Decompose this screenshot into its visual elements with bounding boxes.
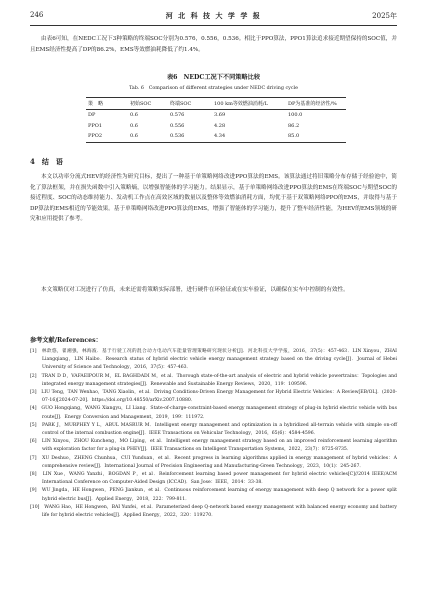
table-header-cell: 100 km等效燃油消耗/L <box>212 98 286 110</box>
table-header-cell: DP为基准的经济性/% <box>286 98 346 110</box>
table-row <box>86 121 346 132</box>
table-cell: 0.576 <box>170 112 185 119</box>
table-cell: DP <box>88 112 96 119</box>
table-header-cell: 策 略 <box>86 98 128 110</box>
table-cell: 86.2 <box>288 122 300 129</box>
table-header-row <box>86 98 346 110</box>
section-heading: 4 结 语 <box>30 157 63 166</box>
table-row <box>86 131 346 142</box>
table-caption-en: Tab. 6 Comparison of different strategies under NEDC driving cycle <box>129 86 298 91</box>
table-cell: 0.556 <box>170 122 185 129</box>
references-heading: 参考文献/References： <box>30 337 102 344</box>
running-header <box>30 11 397 26</box>
reference-item: [3] LIU Teng，TAN Wenhao，TANG Xiaolin，et al．Driving Conditions-Driven Energy Management for Hybrid Electric Vehicles：A Review[EB/OL]．(2020-07-16)[2024-07-20]．https://doi.org/10.48550/arXiv.2007.10880． <box>30 390 397 404</box>
table-cell: 3.69 <box>214 112 226 119</box>
reference-item: [7] XU Deshuo，ZHENG Chunhua，CUI Yunduan，et al．Recent progress in learning algorithms applied in energy management of hybrid vehicles：A comprehensive review[J]．International Journal of Precision Engineering and Manufacturing-Green Technology，2023，10(1)：245-267． <box>30 455 397 469</box>
table-cell: 0.6 <box>128 131 168 142</box>
table-header-cell: 初始SOC <box>128 98 168 110</box>
paper-page <box>30 0 397 603</box>
future-work-paragraph: 本文策略仅对工况进行了仿真，未来还需将策略实际部署，进行硬件在环验证或在实车验证，以确保在实车中控制的有效性。 <box>41 287 349 293</box>
reference-item: [8] LIN Xue，WANG Yanzhi，BOGDAN P，et al．Reinforcement learning based power management for hybrid electric vehicles[C]//2014 IEEE/ACM International Conference on Computer-Aided Design (ICCAD)．San Jose：IEEE，2014：33-38． <box>30 472 397 486</box>
table-cell: 4.34 <box>212 131 286 142</box>
journal-title: 河 北 科 技 大 学 学 报 <box>165 11 262 20</box>
reference-item: [5] PARK J，MURPHEY Y L，ABUL MASRUR M．Intelligent energy management and optimization in a hybridized all-terrain vehicle with simple on-off control of the internal combustion engine[J]．IEEE Transactions on Vehicular Technology，2016，65(6)：4584-4596． <box>30 422 397 437</box>
table-caption-cn: 表6 NEDC工况下不同策略比较 <box>166 74 261 81</box>
reference-item: [9] WU Jingda，HE Hongwen，PENG Jiankun，et al．Continuous reinforcement learning of energy management with deep Q network for a power split hybrid electric bus[J]．Applied Energy，2018，222：799-811． <box>30 488 397 502</box>
reference-item: [2] TRAN D D，VAFAEIPOUR M，EL BAGHDADI M，et al．Thorough state-of-the-art analysis of electric and hybrid vehicle powertrains：Topologies and integrated energy management strategies[J]．Renewable and Sustainable Energy Reviews，2020，119：109596． <box>30 373 397 387</box>
reference-item: [10] WANG Hao，HE Hongwen，BAI Yunfei，et al．Parameterized deep Q-network based energy management with balanced energy economy and battery life for hybrid electric vehicles[J]．Applied Energy，2022，320：119270． <box>30 504 397 519</box>
conclusion-paragraph: 本文以功率分流式HEV的经济性为研究目标，提出了一种基于单策略网络改进PPO算法的EMS。该算法通过将旧策略分布存储于经验池中，简化了算法框架，并在损失函数中引入策略熵，以增强智能体的学习能力。结果显示，基于单策略网络改进PPO算法的EMS在终端SOC与期望SOC的接近程度、SOC的动态维持能力、发动机工作点在高效区域的数量以及整体等效燃油消耗方面，均优于基于双策略网络PPO的EMS，并取得与基于DP算法的EMS相近的节能效果。基于单策略网络改进PPO算法的EMS，增强了智能体的学习能力，提升了整车经济性能，为HEV的EMS领域的研究和应用提供了参考。 <box>30 174 397 222</box>
table-cell: 0.6 <box>130 122 138 129</box>
table-cell: 4.28 <box>214 122 226 129</box>
table-cell: PPO2 <box>86 131 128 142</box>
table-cell: 0.6 <box>130 112 138 119</box>
table-cell: PPO1 <box>88 122 103 129</box>
reference-item: [4] GUO Hongqiang，WANG Xiangyu，LI Liang．State-of-charge-constraint-based energy management strategy of plug-in hybrid electric vehicle with bus route[J]．Energy Conversion and Management，2019，199：111972． <box>30 406 397 420</box>
table-cell: 0.536 <box>168 131 212 142</box>
table-header-cell: 终端SOC <box>168 98 212 110</box>
reference-item: [1] 林歆悠，翟湘强，林海波．基于行驶工况的混合动力电动汽车能量管理策略研究现状分析[J]．河北科技大学学报，2016，37(5)：457-463．LIN Xinyou，ZHAI Liangqiang，LIN Haibo．Research status of hybrid electric vehicle energy management strategy based on the driving cycle[J]．Journal of Hebei University of Science and Technology，2016，37(5)：457-463． <box>30 349 397 371</box>
publication-year: 2025年 <box>372 12 397 20</box>
reference-item: [6] LIN Xinyou，ZHOU Kuncheng，MO Liping，et al．Intelligent energy management strategy based on an improved reinforcement learning algorithm with exploration factor for a plug-in PHEV[J]．IEEE Transactions on Intelligent Transportation Systems，2022，23(7)：8725-8735． <box>30 439 397 453</box>
table-row <box>86 110 346 121</box>
reference-list <box>30 348 397 520</box>
comparison-table <box>86 97 346 143</box>
results-paragraph: 由表6可知，在NEDC工况下3种策略的终端SOC分别为0.576，0.556，0.536。相比于PPO算法，PPO1算法追求接近期望保持的SOC值，并且EMS经济性提高了DP的86.2%，EMS等效燃油耗降低了约1.4%。 <box>30 36 397 53</box>
table-cell: 85.0 <box>286 131 346 142</box>
page-number: 246 <box>30 11 44 19</box>
table-cell: 100.0 <box>288 112 303 119</box>
